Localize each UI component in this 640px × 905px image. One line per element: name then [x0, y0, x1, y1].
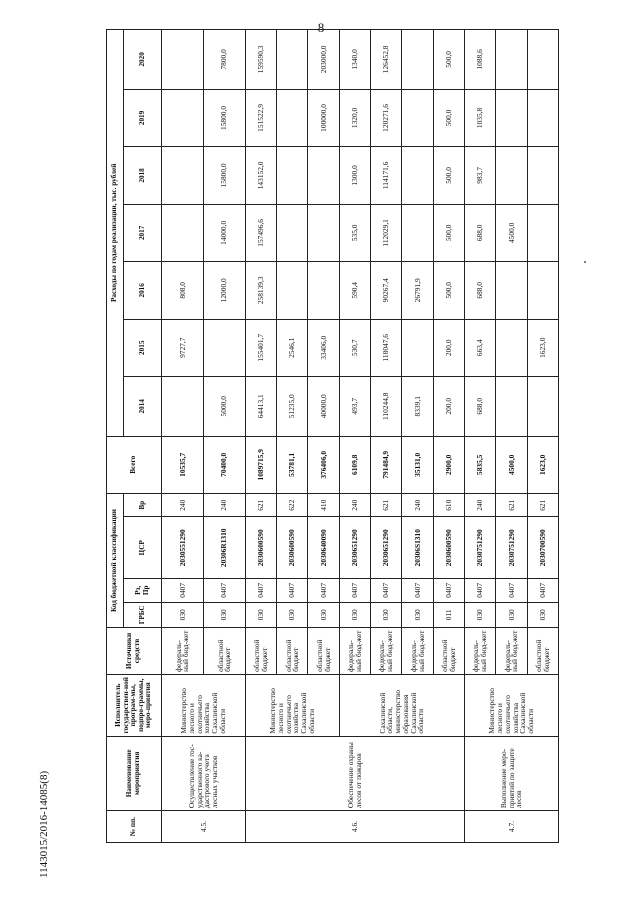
- year-value: [527, 30, 558, 90]
- document-footer: 1143015/2016-14085(8): [38, 770, 50, 878]
- header-grbs: ГРБС: [124, 602, 162, 628]
- year-value: 493,7: [339, 376, 370, 436]
- year-value: [402, 319, 433, 376]
- year-value: 7800,0: [203, 30, 245, 90]
- page-number: 8: [317, 20, 325, 35]
- year-value: 159590,3: [245, 30, 276, 90]
- code-csr: 2030551290: [162, 517, 204, 579]
- year-value: 40000,0: [308, 376, 339, 436]
- header-num: № пп.: [107, 811, 162, 843]
- measure-name: Выполнение меро-приятий по защите лесов: [465, 736, 559, 810]
- year-value: 200,0: [433, 319, 464, 376]
- header-code: Код бюджетной классификации: [107, 494, 124, 628]
- funding-source: областной бюджет: [527, 628, 558, 675]
- year-value: 500,0: [433, 262, 464, 319]
- year-value: 4500,0: [496, 204, 527, 261]
- total-value: 6109,8: [339, 436, 370, 493]
- funding-source: федераль-ный бюд-жет: [371, 628, 402, 675]
- measure-name: Осуществление гос-ударственного ка-дастрового учета лесных участков: [162, 736, 246, 810]
- year-value: 143152,0: [245, 147, 276, 204]
- year-value: [402, 30, 433, 90]
- code-grbs: 030: [245, 602, 276, 628]
- year-value: 15800,0: [203, 89, 245, 146]
- year-value: 663,4: [465, 319, 496, 376]
- year-value: 1320,0: [339, 89, 370, 146]
- code-csr: 2030600590: [245, 517, 276, 579]
- year-value: 1623,0: [527, 319, 558, 376]
- year-value: 155401,7: [245, 319, 276, 376]
- code-vr: 240: [465, 494, 496, 517]
- year-value: 14000,0: [203, 204, 245, 261]
- year-value: [402, 89, 433, 146]
- header-executor: Исполнитель государствен-ной програм-мы, подпро-граммы, меро-приятия: [107, 674, 162, 736]
- code-csr: 2030751290: [465, 517, 496, 579]
- year-value: 15800,0: [203, 147, 245, 204]
- year-value: 5000,0: [203, 376, 245, 436]
- table-row: [162, 30, 204, 843]
- speck: [584, 261, 586, 263]
- year-value: 151522,9: [245, 89, 276, 146]
- total-value: 5835,5: [465, 436, 496, 493]
- year-value: [162, 204, 204, 261]
- executor: Министерство лесного и охотничьего хозяйства Сахалинской области: [245, 674, 339, 736]
- code-vr: 240: [402, 494, 433, 517]
- code-grbs: 030: [162, 602, 204, 628]
- year-value: [496, 262, 527, 319]
- year-value: 112029,1: [371, 204, 402, 261]
- year-value: [162, 89, 204, 146]
- code-vr: 621: [496, 494, 527, 517]
- code-grbs: 030: [496, 602, 527, 628]
- year-value: [203, 319, 245, 376]
- row-number: 4.6.: [245, 811, 464, 843]
- header-source: Источники средств: [107, 628, 162, 675]
- code-rzpr: 0407: [339, 579, 370, 602]
- header-year: 2020: [124, 30, 162, 90]
- executor: Министерство лесного и охотничьего хозяйства Сахалинской области: [162, 674, 246, 736]
- funding-source: федераль-ный бюд-жет: [339, 628, 370, 675]
- total-value: 1623,0: [527, 436, 558, 493]
- code-csr: 2030640090: [308, 517, 339, 579]
- code-vr: 240: [339, 494, 370, 517]
- header-year: 2015: [124, 319, 162, 376]
- year-value: 1300,0: [339, 147, 370, 204]
- year-value: 90267,4: [371, 262, 402, 319]
- code-rzpr: 0407: [496, 579, 527, 602]
- code-rzpr: 0407: [308, 579, 339, 602]
- year-value: [527, 204, 558, 261]
- row-number: 4.5.: [162, 811, 246, 843]
- year-value: 530,7: [339, 319, 370, 376]
- total-value: 35131,0: [402, 436, 433, 493]
- code-vr: 240: [203, 494, 245, 517]
- code-vr: 610: [433, 494, 464, 517]
- year-value: [496, 376, 527, 436]
- code-csr: 2030600590: [433, 517, 464, 579]
- year-value: [308, 262, 339, 319]
- code-rzpr: 0407: [527, 579, 558, 602]
- year-value: 26791,9: [402, 262, 433, 319]
- year-value: 200,0: [433, 376, 464, 436]
- year-value: [496, 30, 527, 90]
- year-value: 120271,6: [371, 89, 402, 146]
- year-value: [277, 147, 308, 204]
- year-value: 808,0: [162, 262, 204, 319]
- year-value: [277, 30, 308, 90]
- year-value: 126452,8: [371, 30, 402, 90]
- year-value: [496, 319, 527, 376]
- header-year: 2017: [124, 204, 162, 261]
- year-value: 500,0: [433, 147, 464, 204]
- code-csr: 2030651290: [371, 517, 402, 579]
- year-value: 51235,0: [277, 376, 308, 436]
- table-row: [465, 30, 496, 843]
- code-grbs: 030: [527, 602, 558, 628]
- code-rzpr: 0407: [371, 579, 402, 602]
- year-value: 33406,0: [308, 319, 339, 376]
- year-value: [277, 204, 308, 261]
- executor-secondary: Сахалинской области, министерство образования Сахалинской области: [339, 674, 464, 736]
- code-csr: 2030600590: [277, 517, 308, 579]
- code-grbs: 011: [433, 602, 464, 628]
- header-name: Наименование мероприятия: [107, 736, 162, 810]
- year-value: 500,0: [433, 204, 464, 261]
- year-value: 500,0: [433, 89, 464, 146]
- header-year: 2019: [124, 89, 162, 146]
- header-csr: ЦСР: [124, 517, 162, 579]
- table-body: [162, 30, 559, 843]
- code-vr: 622: [277, 494, 308, 517]
- code-vr: 240: [162, 494, 204, 517]
- code-csr: 20306R1310: [203, 517, 245, 579]
- rotated-budget-table: [106, 29, 559, 843]
- executor: Министерство лесного и охотничьего хозяйства Сахалинской области: [465, 674, 559, 736]
- header-year: 2018: [124, 147, 162, 204]
- code-vr: 621: [371, 494, 402, 517]
- year-value: [527, 89, 558, 146]
- year-value: 1340,0: [339, 30, 370, 90]
- code-rzpr: 0407: [162, 579, 204, 602]
- year-value: 12000,0: [203, 262, 245, 319]
- year-value: [527, 262, 558, 319]
- year-value: 535,0: [339, 204, 370, 261]
- year-value: 500,0: [433, 30, 464, 90]
- total-value: 1089715,9: [245, 436, 276, 493]
- funding-source: федераль-ный бюд-жет: [402, 628, 433, 675]
- year-value: 1035,8: [465, 89, 496, 146]
- funding-source: областной бюджет: [203, 628, 245, 675]
- total-value: 10535,7: [162, 436, 204, 493]
- header-year: 2014: [124, 376, 162, 436]
- year-value: 2546,1: [277, 319, 308, 376]
- code-rzpr: 0407: [277, 579, 308, 602]
- header-costs: Расходы по годам реализации, тыс. рублей: [107, 30, 124, 437]
- year-value: 688,0: [465, 262, 496, 319]
- measure-name: Обеспечение охраны лесов от пожаров: [245, 736, 464, 810]
- code-vr: 410: [308, 494, 339, 517]
- year-value: [527, 147, 558, 204]
- total-value: 2900,0: [433, 436, 464, 493]
- code-grbs: 030: [465, 602, 496, 628]
- code-csr: 2030700590: [527, 517, 558, 579]
- year-value: 114171,6: [371, 147, 402, 204]
- code-csr: 20306S1310: [402, 517, 433, 579]
- year-value: 983,7: [465, 147, 496, 204]
- funding-source: федераль-ный бюд-жет: [465, 628, 496, 675]
- funding-source: областной бюджет: [245, 628, 276, 675]
- year-value: 64413,1: [245, 376, 276, 436]
- code-grbs: 030: [339, 602, 370, 628]
- table-row: [339, 30, 370, 843]
- total-value: 53781,1: [277, 436, 308, 493]
- year-value: [162, 30, 204, 90]
- year-value: [162, 147, 204, 204]
- year-value: 110244,8: [371, 376, 402, 436]
- code-rzpr: 0407: [433, 579, 464, 602]
- code-rzpr: 0407: [465, 579, 496, 602]
- year-value: [162, 376, 204, 436]
- code-rzpr: 0407: [203, 579, 245, 602]
- funding-source: областной бюджет: [308, 628, 339, 675]
- year-value: [527, 376, 558, 436]
- header-rzpr: Рз, Пр: [124, 579, 162, 602]
- header-year: 2016: [124, 262, 162, 319]
- header-vr: Вр: [124, 494, 162, 517]
- funding-source: областной бюджет: [433, 628, 464, 675]
- funding-source: областной бюджет: [277, 628, 308, 675]
- year-value: 688,0: [465, 204, 496, 261]
- funding-source: федераль-ный бюд-жет: [162, 628, 204, 675]
- code-vr: 621: [245, 494, 276, 517]
- year-value: 1088,6: [465, 30, 496, 90]
- year-value: [308, 147, 339, 204]
- total-value: 376406,0: [308, 436, 339, 493]
- code-grbs: 030: [203, 602, 245, 628]
- code-grbs: 030: [402, 602, 433, 628]
- code-rzpr: 0407: [402, 579, 433, 602]
- budget-table: [106, 29, 559, 843]
- year-value: [277, 262, 308, 319]
- code-csr: 2030651290: [339, 517, 370, 579]
- year-value: [496, 89, 527, 146]
- year-value: [277, 89, 308, 146]
- year-value: 590,4: [339, 262, 370, 319]
- total-value: 4500,0: [496, 436, 527, 493]
- year-value: 8339,1: [402, 376, 433, 436]
- year-value: [308, 204, 339, 261]
- year-value: 258139,3: [245, 262, 276, 319]
- year-value: 157496,6: [245, 204, 276, 261]
- year-value: [402, 204, 433, 261]
- code-grbs: 030: [308, 602, 339, 628]
- code-csr: 2030751290: [496, 517, 527, 579]
- year-value: [402, 147, 433, 204]
- year-value: 203000,0: [308, 30, 339, 90]
- table-row: [245, 30, 276, 843]
- year-value: 688,0: [465, 376, 496, 436]
- year-value: 9727,7: [162, 319, 204, 376]
- row-number: 4.7.: [465, 811, 559, 843]
- year-value: 118047,6: [371, 319, 402, 376]
- total-value: 70400,0: [203, 436, 245, 493]
- total-value: 791484,9: [371, 436, 402, 493]
- funding-source: федераль-ный бюд-жет: [496, 628, 527, 675]
- year-value: 100000,0: [308, 89, 339, 146]
- code-grbs: 030: [371, 602, 402, 628]
- code-vr: 621: [527, 494, 558, 517]
- year-value: [496, 147, 527, 204]
- code-rzpr: 0407: [245, 579, 276, 602]
- code-grbs: 030: [277, 602, 308, 628]
- header-total: Всего: [107, 436, 162, 493]
